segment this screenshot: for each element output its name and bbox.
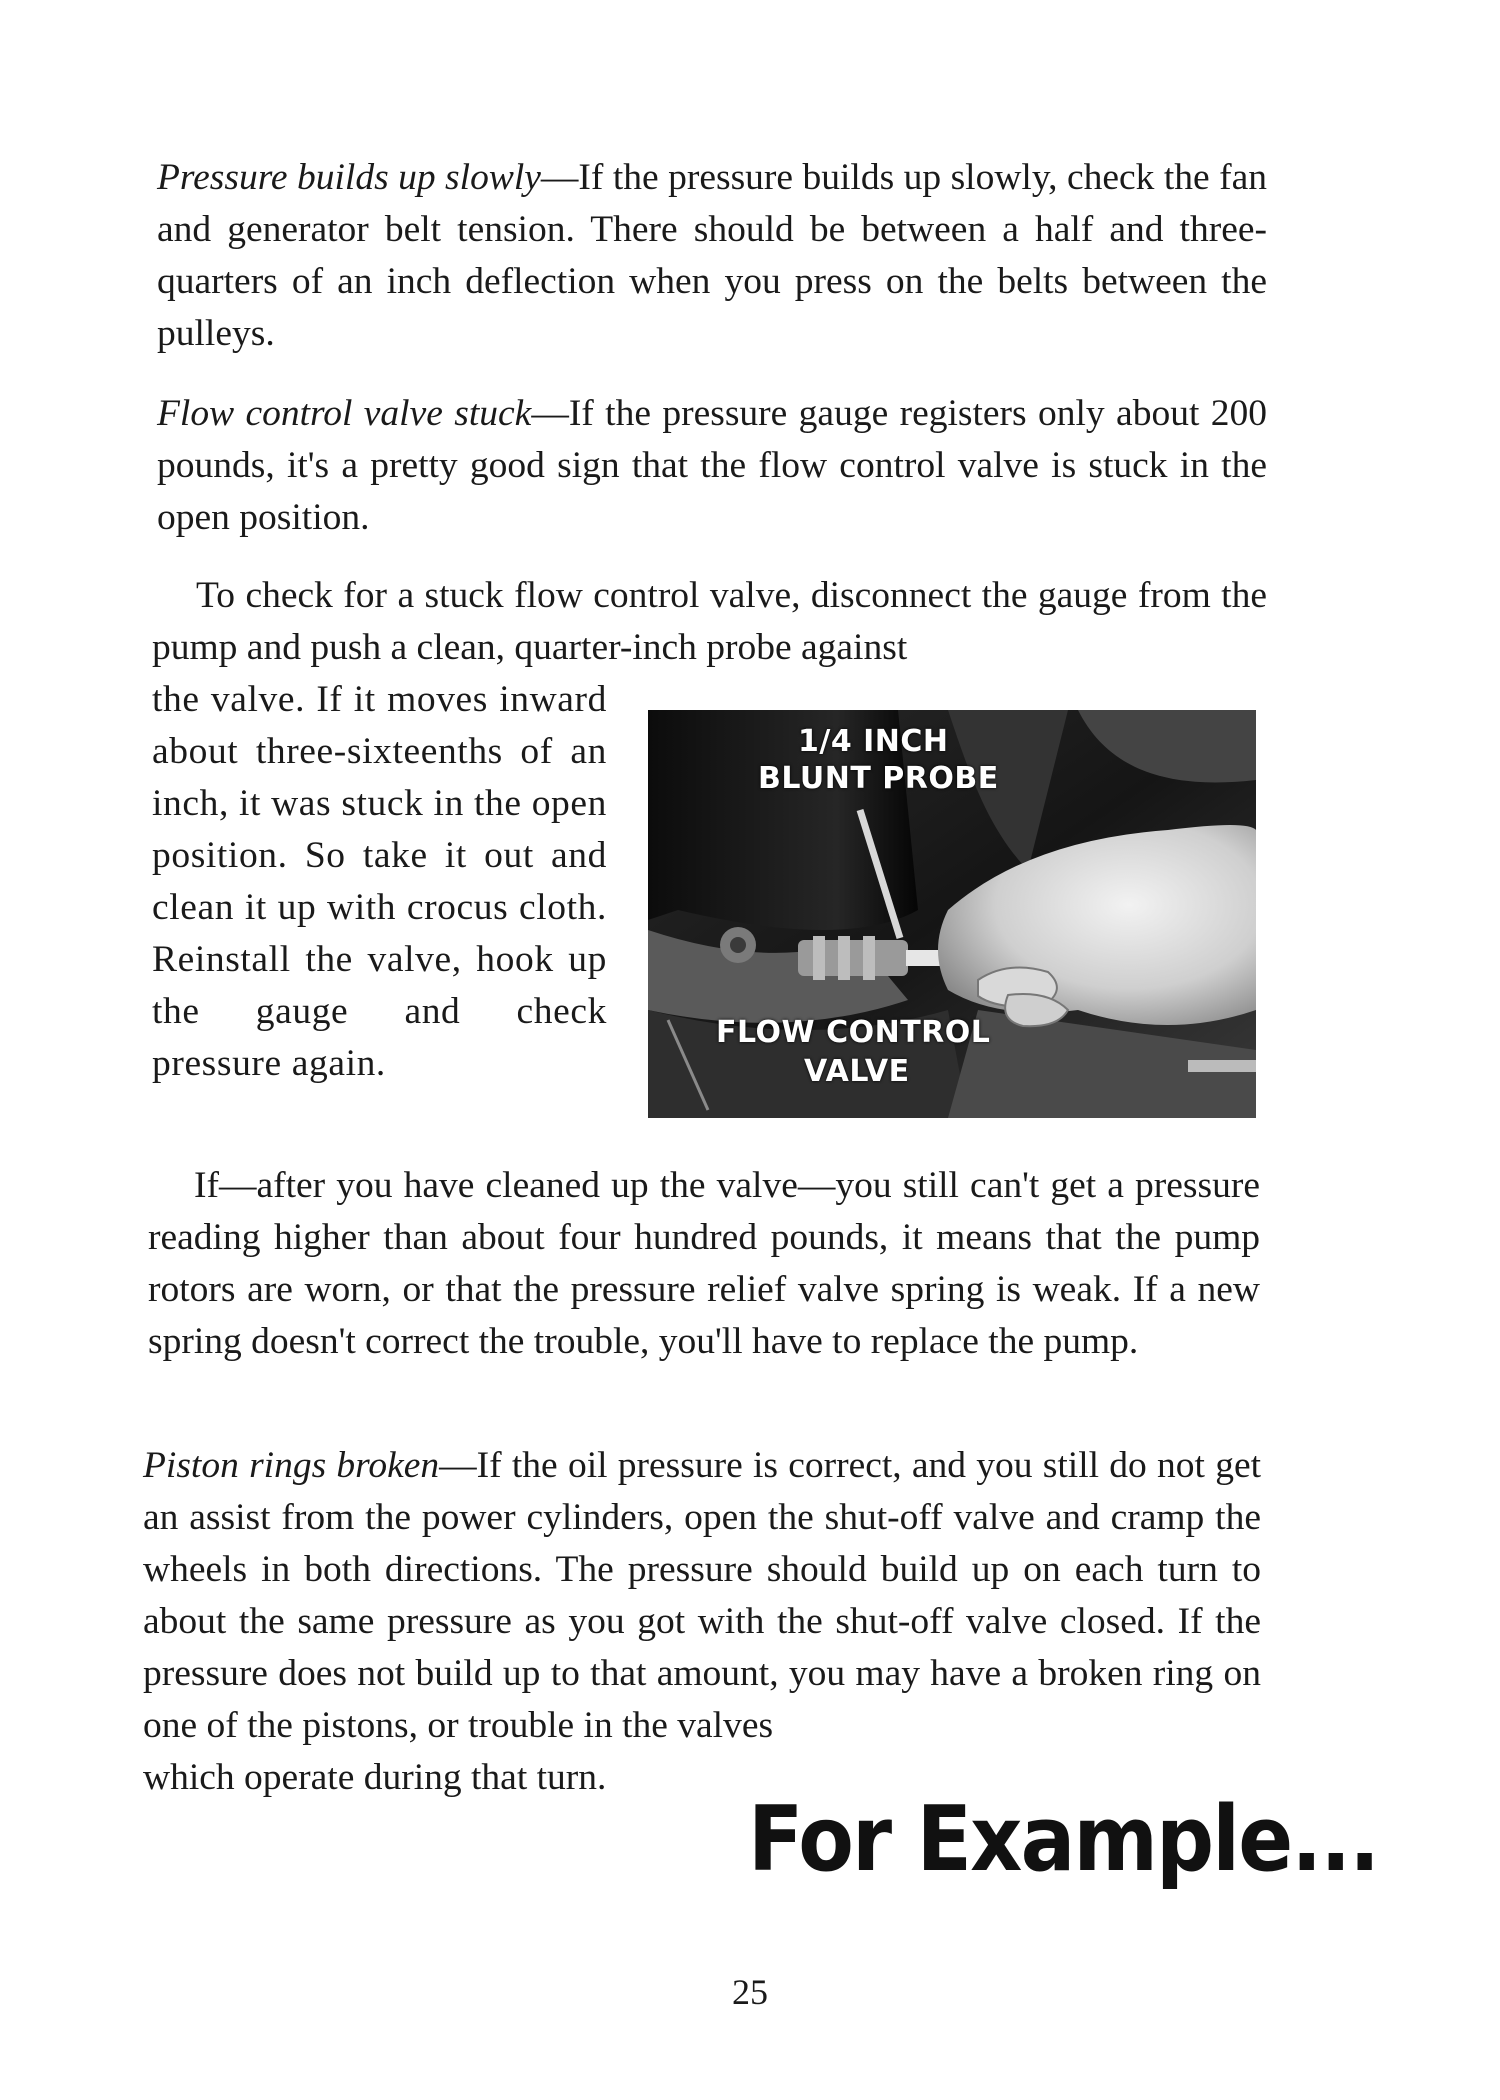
figure-label-probe: 1/4 INCH xyxy=(798,724,949,759)
paragraph-wrapped-text: the valve. If it moves inward about three-sixteenths of an inch, it was stuck in the open position. So take it out and clean it up with crocus cloth. Reinstall the valve, hook up the gauge and check pressure again. xyxy=(152,679,607,1084)
paragraph-last-line: which operate during that turn. xyxy=(143,1757,607,1798)
paragraph-body: —If the pressure builds up slowly, check the fan and generator belt tension. There should be between a half and three-quarters of an inch deflection when you press on the belts between the pulleys. xyxy=(157,157,1267,354)
paragraph-lead: Pressure builds up slowly xyxy=(157,157,541,198)
for-example-stamp: For Example... xyxy=(748,1787,1379,1892)
paragraph-first-lines: To check for a stuck flow control valve, disconnect the gauge from the pump and push a clean, quarter-inch probe against xyxy=(152,575,1267,668)
paragraph-lead: Piston rings broken xyxy=(143,1445,440,1486)
paragraph-pressure-builds-up-slowly xyxy=(157,152,1267,360)
page-number: 25 xyxy=(732,1972,768,2012)
figure-label-valve: FLOW CONTROL xyxy=(716,1015,991,1050)
paragraph-pump-worn xyxy=(148,1160,1260,1368)
probe-photo xyxy=(648,710,1256,1118)
figure-label-probe: BLUNT PROBE xyxy=(758,761,999,796)
paragraph-lead: Flow control valve stuck xyxy=(157,393,532,434)
paragraph-body: —If the pressure gauge registers only about 200 pounds, it's a pretty good sign that the flow control valve is stuck in the open position. xyxy=(157,393,1267,538)
paragraph-flow-control-valve-stuck xyxy=(157,388,1267,544)
paragraph-body: —If the oil pressure is correct, and you still do not get an assist from the power cylinders, open the shut-off valve and cramp the wheels in both directions. The pressure should build up on each turn to about the same pressure as you got with the shut-off valve closed. If the pressure does not build up to that amount, you may have a broken ring on one of the pistons, or trouble in the valves xyxy=(143,1445,1262,1746)
paragraph-main xyxy=(143,1445,1261,1746)
paragraph-piston-rings-broken xyxy=(143,1440,1261,1804)
figure-label-valve: VALVE xyxy=(804,1054,910,1089)
paragraph-body: If—after you have cleaned up the valve—you still can't get a pressure reading higher than about four hundred pounds, it means that the pump rotors are worn, or that the pressure relief valve spring is weak. If a new spring doesn't correct the trouble, you'll have to replace the pump. xyxy=(148,1165,1260,1362)
